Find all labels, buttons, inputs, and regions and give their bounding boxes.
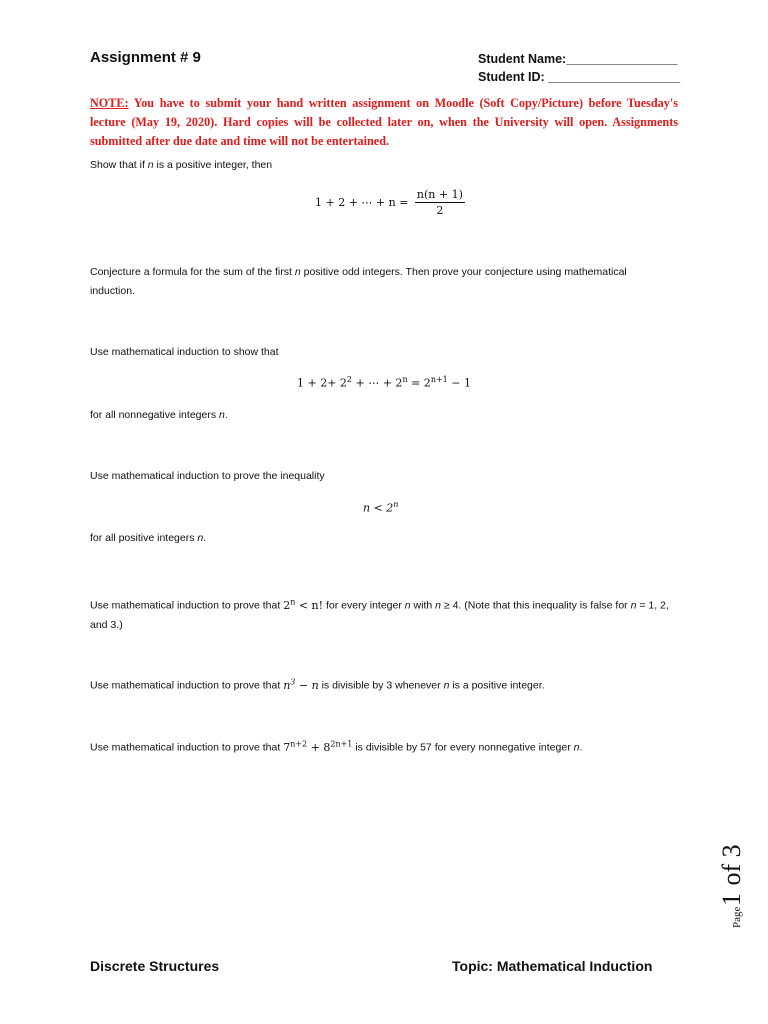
submission-note	[90, 94, 678, 151]
assignment-title: Assignment # 9	[90, 49, 201, 66]
question-4-equation: $n < 2^n$	[363, 500, 399, 515]
question-1-text: Show that if n is a positive integer, then	[90, 159, 273, 171]
page-current: 1	[717, 893, 746, 906]
student-id-field: Student ID: ___________________	[478, 70, 681, 84]
page-word: Page	[731, 906, 743, 928]
question-4-condition: for all positive integers n.	[90, 532, 207, 544]
question-3-text: Use mathematical induction to show that	[90, 346, 279, 358]
footer-topic: Topic: Mathematical Induction	[452, 958, 653, 974]
student-name-field: Student Name:________________	[478, 52, 678, 66]
page-total: of 3	[717, 844, 746, 892]
question-4-text: Use mathematical induction to prove the inequality	[90, 470, 325, 482]
question-2-text: Conjecture a formula for the sum of the first n positive odd integers. Then prove your conjecture using mathematical induction.	[90, 266, 627, 297]
footer-course: Discrete Structures	[90, 958, 220, 974]
note-label: NOTE:	[90, 96, 129, 110]
question-1-equation: 1 + 2 + ⋯ + n = $\frac{n(n + 1)}{2}$	[315, 188, 463, 217]
question-5-text: Use mathematical induction to prove that $2^n < n$! for every integer n with n ≥ 4. (Note that this inequality is false for n = 1, 2, and 3.)	[90, 597, 669, 631]
note-text: You have to submit your hand written assignment on Moodle (Soft Copy/Picture) before Tuesday's lecture (May 19, 2020). Hard copies will be collected later on, when the University will open. Assignments submitted after due date and time will not be entertained.	[90, 96, 678, 148]
page-number	[700, 820, 760, 930]
question-3-equation: $1 + 2+ 2^2$ + ⋯ + $2^n = 2^{n+1} - 1$	[297, 375, 471, 390]
question-6-text: Use mathematical induction to prove that $n^3 - n$ is divisible by 3 whenever n is a positive integer.	[90, 677, 545, 692]
question-7-text: Use mathematical induction to prove that $7^{n+2} + 8^{2n+1}$ is divisible by 57 for every nonnegative integer n.	[90, 739, 583, 754]
question-3-condition: for all nonnegative integers n.	[90, 409, 228, 421]
